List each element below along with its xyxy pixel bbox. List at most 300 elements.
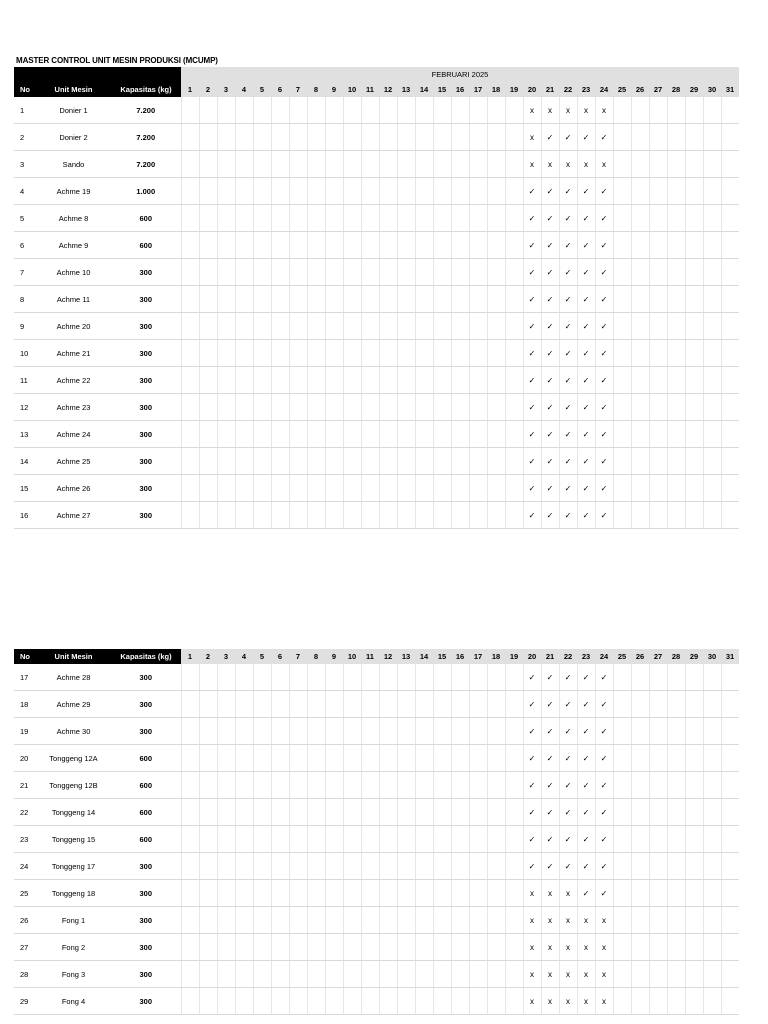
day-header: 25 <box>613 82 631 97</box>
day-cell <box>667 394 685 421</box>
day-cell <box>685 853 703 880</box>
day-cell <box>379 313 397 340</box>
day-cell <box>343 394 361 421</box>
day-header: 9 <box>325 82 343 97</box>
day-cell <box>361 880 379 907</box>
day-cell <box>487 367 505 394</box>
day-cell <box>361 178 379 205</box>
day-cell <box>415 853 433 880</box>
day-cell <box>631 448 649 475</box>
day-cell <box>649 745 667 772</box>
day-cell <box>235 394 253 421</box>
day-cell <box>469 853 487 880</box>
day-cell <box>325 718 343 745</box>
day-cell <box>451 853 469 880</box>
day-cell: ✓ <box>577 286 595 313</box>
day-cell <box>343 448 361 475</box>
day-cell <box>235 259 253 286</box>
day-header: 29 <box>685 649 703 664</box>
day-cell <box>397 340 415 367</box>
unit-mesin: Tonggeng 18 <box>36 880 111 907</box>
kapasitas: 300 <box>111 853 181 880</box>
day-cell <box>253 340 271 367</box>
day-cell <box>181 880 199 907</box>
day-cell <box>307 367 325 394</box>
day-cell <box>199 799 217 826</box>
row-number: 5 <box>14 205 36 232</box>
day-cell <box>649 961 667 988</box>
day-cell <box>397 151 415 178</box>
day-cell <box>235 124 253 151</box>
day-cell <box>721 718 739 745</box>
day-cell: ✓ <box>541 853 559 880</box>
day-cell <box>631 340 649 367</box>
day-cell <box>631 880 649 907</box>
row-number: 17 <box>14 664 36 691</box>
day-cell <box>379 853 397 880</box>
day-cell <box>451 961 469 988</box>
day-cell <box>451 97 469 124</box>
day-cell: ✓ <box>577 259 595 286</box>
day-header: 3 <box>217 82 235 97</box>
day-header: 28 <box>667 82 685 97</box>
row-number: 25 <box>14 880 36 907</box>
day-cell <box>199 178 217 205</box>
day-cell: ✓ <box>559 205 577 232</box>
header-unit: Unit Mesin <box>36 82 111 97</box>
day-cell <box>685 691 703 718</box>
day-cell <box>361 340 379 367</box>
day-cell <box>235 934 253 961</box>
day-cell: x <box>577 97 595 124</box>
day-cell <box>433 205 451 232</box>
day-cell <box>631 907 649 934</box>
day-cell: x <box>577 961 595 988</box>
day-cell <box>685 745 703 772</box>
day-cell <box>685 340 703 367</box>
day-cell <box>379 691 397 718</box>
day-cell <box>649 232 667 259</box>
day-cell <box>289 934 307 961</box>
day-cell <box>433 448 451 475</box>
day-cell <box>433 151 451 178</box>
day-cell <box>235 745 253 772</box>
day-cell <box>505 772 523 799</box>
day-cell <box>235 772 253 799</box>
day-cell <box>253 826 271 853</box>
day-cell <box>631 367 649 394</box>
day-cell <box>217 475 235 502</box>
day-cell <box>667 907 685 934</box>
day-cell <box>235 799 253 826</box>
day-cell: ✓ <box>577 448 595 475</box>
day-cell <box>487 988 505 1015</box>
day-cell <box>307 340 325 367</box>
day-cell <box>415 745 433 772</box>
day-cell <box>307 286 325 313</box>
day-cell <box>199 124 217 151</box>
day-cell <box>685 988 703 1015</box>
day-cell <box>325 691 343 718</box>
day-cell <box>181 826 199 853</box>
row-number: 29 <box>14 988 36 1015</box>
column-header-row <box>14 649 739 664</box>
day-header: 1 <box>181 649 199 664</box>
day-cell <box>415 421 433 448</box>
day-cell: ✓ <box>523 178 541 205</box>
kapasitas: 600 <box>111 745 181 772</box>
day-cell <box>217 151 235 178</box>
day-cell <box>433 421 451 448</box>
day-cell <box>289 421 307 448</box>
day-cell <box>469 718 487 745</box>
day-cell: ✓ <box>577 853 595 880</box>
day-cell <box>397 286 415 313</box>
table-row <box>14 421 739 448</box>
day-cell <box>505 286 523 313</box>
day-cell <box>631 394 649 421</box>
day-cell: x <box>559 97 577 124</box>
unit-mesin: Achme 27 <box>36 502 111 529</box>
day-cell <box>721 961 739 988</box>
day-cell <box>271 907 289 934</box>
day-cell <box>253 448 271 475</box>
day-cell <box>325 124 343 151</box>
day-cell: ✓ <box>523 745 541 772</box>
day-cell <box>721 772 739 799</box>
day-cell <box>505 313 523 340</box>
day-cell <box>703 880 721 907</box>
day-cell <box>613 367 631 394</box>
day-header: 10 <box>343 82 361 97</box>
day-cell: ✓ <box>595 853 613 880</box>
day-cell <box>487 772 505 799</box>
day-cell <box>235 475 253 502</box>
day-header: 26 <box>631 649 649 664</box>
day-cell <box>271 205 289 232</box>
day-cell <box>343 124 361 151</box>
day-cell <box>721 988 739 1015</box>
day-cell: ✓ <box>595 745 613 772</box>
day-cell <box>703 988 721 1015</box>
day-cell <box>199 907 217 934</box>
table-row <box>14 313 739 340</box>
day-cell <box>361 772 379 799</box>
kapasitas: 300 <box>111 502 181 529</box>
day-cell <box>217 340 235 367</box>
day-cell <box>217 961 235 988</box>
month-header-row <box>14 67 739 82</box>
day-cell <box>469 664 487 691</box>
day-cell <box>505 394 523 421</box>
day-cell: ✓ <box>541 421 559 448</box>
day-cell <box>379 799 397 826</box>
unit-mesin: Donier 2 <box>36 124 111 151</box>
day-cell <box>433 232 451 259</box>
kapasitas: 7.200 <box>111 124 181 151</box>
day-cell <box>397 421 415 448</box>
day-cell <box>433 394 451 421</box>
day-cell <box>379 151 397 178</box>
day-cell <box>487 313 505 340</box>
day-cell <box>469 691 487 718</box>
day-cell <box>397 934 415 961</box>
table-row <box>14 799 739 826</box>
day-cell <box>217 259 235 286</box>
day-header: 2 <box>199 649 217 664</box>
day-cell <box>613 502 631 529</box>
day-cell <box>415 907 433 934</box>
day-cell <box>613 232 631 259</box>
day-cell <box>685 124 703 151</box>
day-cell <box>325 880 343 907</box>
day-cell <box>631 97 649 124</box>
day-cell: ✓ <box>541 178 559 205</box>
table-row <box>14 691 739 718</box>
day-cell <box>253 880 271 907</box>
table-row <box>14 232 739 259</box>
kapasitas: 300 <box>111 664 181 691</box>
day-cell <box>721 286 739 313</box>
day-cell <box>649 475 667 502</box>
day-header: 13 <box>397 649 415 664</box>
day-cell <box>397 394 415 421</box>
day-cell: ✓ <box>541 286 559 313</box>
day-cell <box>235 826 253 853</box>
day-cell: ✓ <box>559 448 577 475</box>
day-cell <box>487 664 505 691</box>
table-row <box>14 259 739 286</box>
day-cell <box>217 502 235 529</box>
day-cell <box>667 502 685 529</box>
day-cell <box>721 502 739 529</box>
day-cell <box>631 718 649 745</box>
day-cell <box>325 853 343 880</box>
day-cell <box>631 313 649 340</box>
day-cell <box>469 97 487 124</box>
row-number: 16 <box>14 502 36 529</box>
day-cell: ✓ <box>523 340 541 367</box>
table-row <box>14 205 739 232</box>
day-header: 5 <box>253 82 271 97</box>
kapasitas: 300 <box>111 880 181 907</box>
day-cell <box>433 691 451 718</box>
row-number: 26 <box>14 907 36 934</box>
day-cell <box>343 826 361 853</box>
day-cell <box>181 259 199 286</box>
day-cell <box>217 421 235 448</box>
day-cell <box>685 907 703 934</box>
day-cell <box>667 880 685 907</box>
day-cell <box>721 394 739 421</box>
day-cell <box>343 664 361 691</box>
day-cell: ✓ <box>559 826 577 853</box>
day-cell <box>199 313 217 340</box>
day-cell <box>667 772 685 799</box>
day-cell <box>415 124 433 151</box>
day-cell: ✓ <box>559 124 577 151</box>
day-cell: ✓ <box>595 232 613 259</box>
day-cell <box>181 394 199 421</box>
day-cell <box>703 853 721 880</box>
day-cell <box>397 664 415 691</box>
day-cell: ✓ <box>595 826 613 853</box>
table-row <box>14 151 739 178</box>
day-cell <box>685 286 703 313</box>
day-cell <box>217 124 235 151</box>
day-cell <box>181 772 199 799</box>
day-cell: ✓ <box>541 205 559 232</box>
day-cell <box>613 178 631 205</box>
day-cell <box>289 394 307 421</box>
day-cell <box>505 718 523 745</box>
day-cell <box>253 745 271 772</box>
day-cell <box>649 691 667 718</box>
day-cell <box>397 124 415 151</box>
day-cell <box>199 448 217 475</box>
day-cell <box>235 232 253 259</box>
day-cell <box>451 151 469 178</box>
day-cell <box>181 232 199 259</box>
day-cell <box>379 745 397 772</box>
day-cell <box>379 988 397 1015</box>
day-header: 15 <box>433 82 451 97</box>
day-header: 23 <box>577 649 595 664</box>
day-cell <box>667 934 685 961</box>
day-cell: ✓ <box>577 421 595 448</box>
day-cell <box>199 367 217 394</box>
day-cell <box>181 853 199 880</box>
day-cell <box>631 691 649 718</box>
day-cell <box>613 718 631 745</box>
day-cell: ✓ <box>577 691 595 718</box>
day-cell <box>721 691 739 718</box>
day-cell <box>289 340 307 367</box>
day-cell <box>253 934 271 961</box>
day-cell <box>343 691 361 718</box>
day-cell: ✓ <box>595 313 613 340</box>
day-cell <box>505 691 523 718</box>
day-cell <box>199 421 217 448</box>
table-row <box>14 124 739 151</box>
day-cell <box>271 286 289 313</box>
day-cell: ✓ <box>595 178 613 205</box>
day-cell <box>415 691 433 718</box>
day-cell <box>649 205 667 232</box>
day-cell <box>613 475 631 502</box>
unit-mesin: Tonggeng 12A <box>36 745 111 772</box>
unit-mesin: Fong 2 <box>36 934 111 961</box>
day-cell <box>325 205 343 232</box>
day-cell <box>181 178 199 205</box>
day-cell: ✓ <box>595 394 613 421</box>
day-cell <box>451 772 469 799</box>
day-cell <box>685 826 703 853</box>
day-cell <box>217 853 235 880</box>
day-cell <box>217 826 235 853</box>
day-cell <box>181 340 199 367</box>
month-label: FEBRUARI 2025 <box>181 67 739 82</box>
day-header: 20 <box>523 82 541 97</box>
day-cell <box>703 205 721 232</box>
table-row <box>14 178 739 205</box>
row-number: 11 <box>14 367 36 394</box>
day-cell <box>325 502 343 529</box>
day-cell <box>613 934 631 961</box>
day-cell <box>721 205 739 232</box>
day-cell <box>667 421 685 448</box>
day-cell <box>181 367 199 394</box>
day-cell <box>703 826 721 853</box>
day-cell <box>505 367 523 394</box>
day-cell <box>325 799 343 826</box>
day-cell <box>343 880 361 907</box>
row-number: 10 <box>14 340 36 367</box>
day-cell <box>415 664 433 691</box>
day-cell <box>721 448 739 475</box>
day-cell: x <box>577 907 595 934</box>
day-cell <box>451 286 469 313</box>
day-cell <box>379 421 397 448</box>
table-row <box>14 853 739 880</box>
unit-mesin: Achme 30 <box>36 718 111 745</box>
day-cell: ✓ <box>595 421 613 448</box>
day-header: 31 <box>721 82 739 97</box>
day-cell <box>451 475 469 502</box>
day-cell <box>667 205 685 232</box>
day-cell <box>451 367 469 394</box>
day-cell <box>199 151 217 178</box>
day-cell <box>253 502 271 529</box>
day-cell <box>505 259 523 286</box>
day-cell <box>415 97 433 124</box>
day-cell <box>325 448 343 475</box>
day-cell <box>667 664 685 691</box>
day-cell <box>217 394 235 421</box>
unit-mesin: Fong 4 <box>36 988 111 1015</box>
column-header-row <box>14 82 739 97</box>
day-cell <box>703 259 721 286</box>
day-cell: ✓ <box>577 826 595 853</box>
day-cell <box>487 718 505 745</box>
day-cell <box>379 718 397 745</box>
day-cell: ✓ <box>541 772 559 799</box>
day-cell <box>235 880 253 907</box>
kapasitas: 600 <box>111 799 181 826</box>
day-cell <box>289 772 307 799</box>
day-cell <box>487 259 505 286</box>
row-number: 24 <box>14 853 36 880</box>
day-cell <box>469 340 487 367</box>
row-number: 20 <box>14 745 36 772</box>
table-row <box>14 772 739 799</box>
day-cell: ✓ <box>577 124 595 151</box>
day-cell: ✓ <box>595 205 613 232</box>
table-row <box>14 961 739 988</box>
day-cell <box>253 772 271 799</box>
day-header: 6 <box>271 82 289 97</box>
day-cell <box>289 853 307 880</box>
day-cell <box>487 286 505 313</box>
day-cell <box>631 988 649 1015</box>
day-header: 15 <box>433 649 451 664</box>
day-cell <box>613 97 631 124</box>
day-cell <box>613 907 631 934</box>
day-cell <box>217 286 235 313</box>
day-cell <box>199 286 217 313</box>
day-cell <box>235 340 253 367</box>
document-title: MASTER CONTROL UNIT MESIN PRODUKSI (MCUMP) <box>16 56 218 65</box>
